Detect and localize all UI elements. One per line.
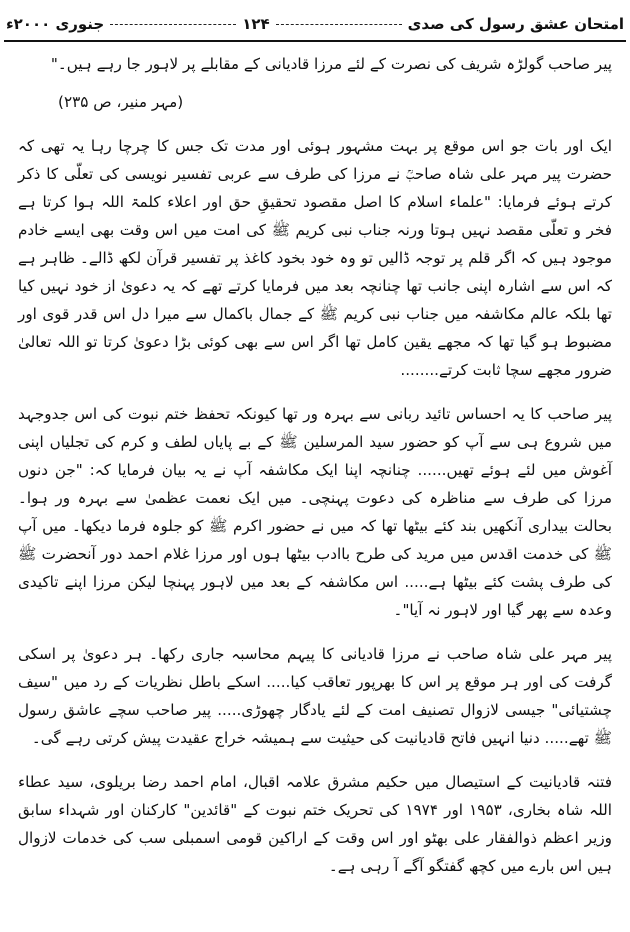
journal-title: امتحان عشق رسول کی صدی (407, 15, 624, 33)
page-number: ۱۲۴ (242, 15, 270, 33)
page-header (6, 12, 624, 36)
header-divider (4, 40, 626, 42)
paragraph: پیر مہر علی شاہ صاحب نے مرزا قادیانی کا پیہم محاسبہ جاری رکھا۔ ہر دعویٰ پر اسکی گرفت کی اور ہر موقع پر اس کا بھرپور تعاقب کیا..... اسکے باطل نظریات کے رد میں "سیف چشتیائی" جیسی لازوال تصنیف امت کے لئے یادگار چھوڑی..... پیر صاحب سچے عاشق رسول ﷺ تھے..... دنیا انہیں فاتح قادیانیت کی حیثیت سے ہمیشہ خراج عقیدت پیش کرتی رہے گی۔ (18, 645, 612, 747)
article-body (18, 50, 612, 922)
paragraph: پیر صاحب کا یہ احساس تائید ربانی سے بہرہ ور تھا کیونکہ تحفظ ختم نبوت کی اس جدوجہد میں شروع ہی سے آپ کو حضور سید المرسلین ﷺ کے بے پایاں لطف و کرم کی تجلیاں اپنی آغوش میں لئے ہوئے تھیں...... چنانچہ اپنا ایک مکاشفہ آپ نے یہ بیان فرمایا کہ: "جن دنوں مرزا کی طرف سے مناظرہ کی دعوت پہنچی۔ میں ایک نعمت عظمیٰ سے بہرہ ور ہوا۔ بحالت بیداری آنکھیں بند کئے بیٹھا تھا کہ میں نے حضور اکرم ﷺ کو جلوہ فرما دیکھا۔ میں آپ ﷺ کی خدمت اقدس میں مرید کی طرح باادب بیٹھا ہوں اور مرزا غلام احمد دور آنحضرت ﷺ کی طرف پشت کئے بیٹھا ہے..... اس مکاشفہ کے بعد میں لاہور پہنچا لیکن مرزا اپنے تاکیدی وعدہ سے پھر گیا اور لاہور نہ آیا"۔ (18, 405, 612, 619)
paragraph: ایک اور بات جو اس موقع پر بہت مشہور ہوئی اور مدت تک جس کا چرچا رہا یہ تھی کہ حضرت پیر مہر علی شاہ صاحبؒ نے مرزا کی طرف سے عربی تفسیر نویسی کی تعلّی کا ذکر کرتے ہوئے فرمایا: "علماء اسلام کا اصل مقصود تحقیقِ حق اور اعلاء کلمۃ اللہ ہوا کرتا ہے فخر و تعلّی مقصد نہیں ہوتا ورنہ جناب نبی کریم ﷺ کی امت میں اس وقت بھی ایسے خادم موجود ہیں کہ اگر قلم پر توجہ ڈالیں تو وہ خود بخود کاغذ پر تفسیر قرآن لکھ ڈالے۔ ظاہر ہے کہ اس سے اشارہ اپنی جانب تھا چنانچہ بعد میں فرمایا کرتے تھے کہ یہ دعویٰ از خود نہیں کیا تھا بلکہ عالم مکاشفہ میں جناب نبی کریم ﷺ کے جمال باکمال سے میرا دل اس قدر قوی اور مضبوط ہو گیا تھا کہ مجھے یقین کامل تھا اگر اس سے بھی کوئی بڑا دعویٰ کرتا تو اللہ تعالیٰ ضرور مجھے سچا ثابت کرتے........ (18, 137, 612, 379)
issue-date: جنوری ۲۰۰۰ء (5, 15, 105, 33)
header-rule-left (276, 24, 402, 25)
citation: (مہر منیر، ص ۲۳۵) (58, 93, 184, 111)
quote-line: پیر صاحب گولڑہ شریف کی نصرت کے لئے مرزا قادیانی کے مقابلے پر لاہور جا رہے ہیں۔" (50, 55, 612, 73)
header-rule-right (110, 24, 236, 25)
paragraph: فتنہ قادیانیت کے استیصال میں حکیم مشرق علامہ اقبال، امام احمد رضا بریلوی، سید عطاء اللہ شاہ بخاری، ۱۹۵۳ اور ۱۹۷۴ کی تحریک ختم نبوت کے "قائدین" کارکنان اور شہداء سابق وزیر اعظم ذوالفقار علی بھٹو اور اس وقت کے اراکین قومی اسمبلی سب کی خدمات لازوال ہیں اس بارے میں کچھ گفتگو آگے آ رہی ہے۔ (18, 773, 612, 875)
